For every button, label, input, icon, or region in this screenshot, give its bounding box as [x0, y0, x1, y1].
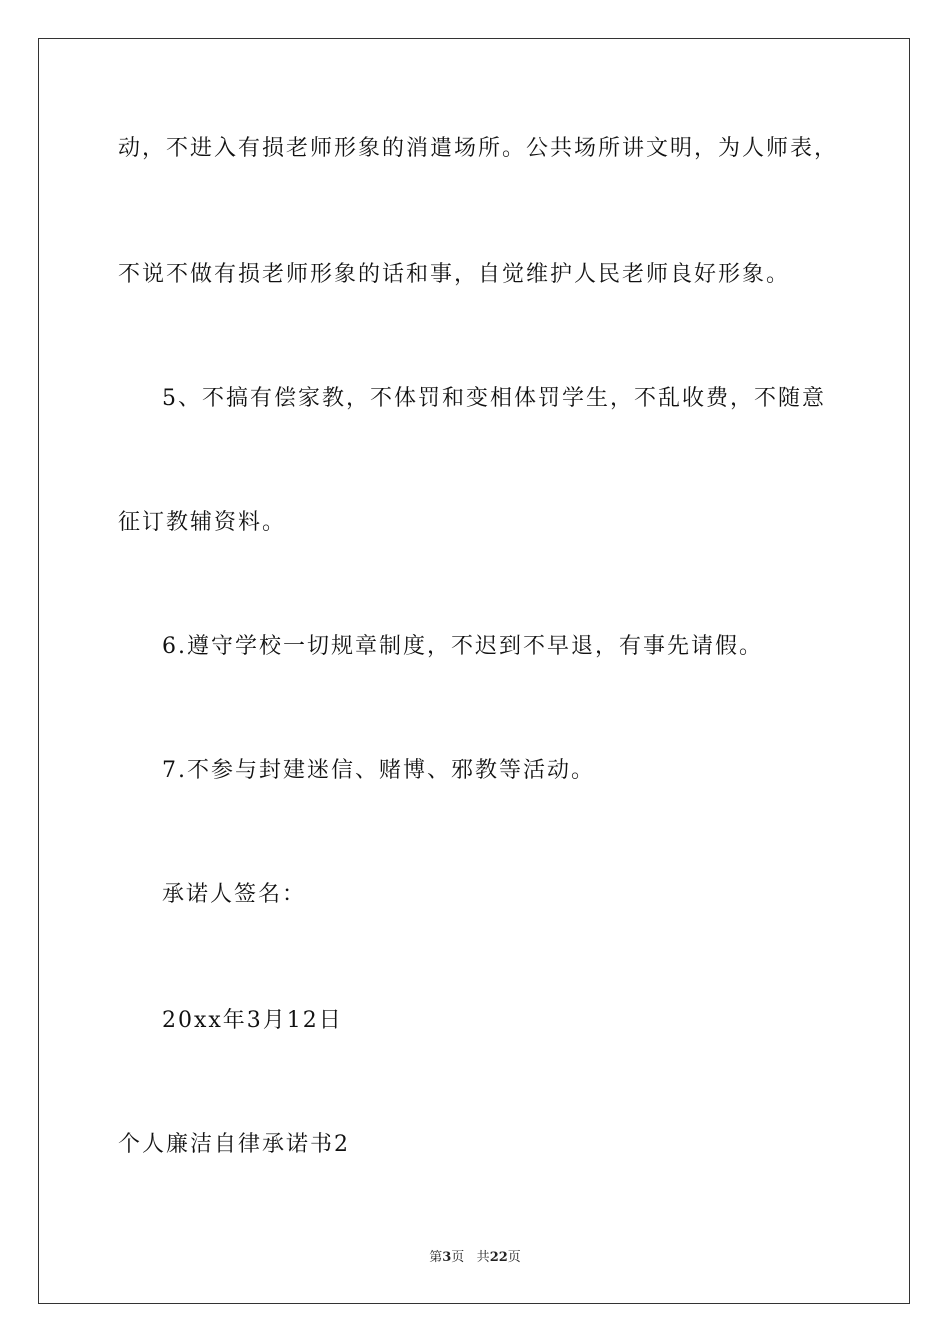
body-text-line: 征订教辅资料。 [118, 510, 287, 535]
total-page-count: 22 [489, 1250, 508, 1265]
page-suffix: 页 [451, 1250, 465, 1265]
page-footer [0, 1246, 950, 1265]
clause-5: 5、不搞有偿家教，不体罚和变相体罚学生，不乱收费，不随意 [162, 386, 826, 411]
clause-6: 6.遵守学校一切规章制度，不迟到不早退，有事先请假。 [162, 634, 763, 659]
section-title: 个人廉洁自律承诺书2 [118, 1132, 350, 1157]
current-page-number: 3 [442, 1250, 452, 1265]
page-border [38, 38, 910, 1304]
total-suffix: 页 [507, 1250, 521, 1265]
body-text-line: 不说不做有损老师形象的话和事，自觉维护人民老师良好形象。 [118, 262, 791, 287]
signature-date: 20xx年3月12日 [162, 1008, 343, 1033]
page-prefix: 第 [429, 1250, 443, 1265]
total-prefix: 共 [476, 1250, 490, 1265]
body-text-line: 动，不进入有损老师形象的消遣场所。公共场所讲文明，为人师表， [118, 136, 839, 161]
signature-label: 承诺人签名： [162, 882, 307, 907]
clause-7: 7.不参与封建迷信、赌博、邪教等活动。 [162, 758, 595, 783]
